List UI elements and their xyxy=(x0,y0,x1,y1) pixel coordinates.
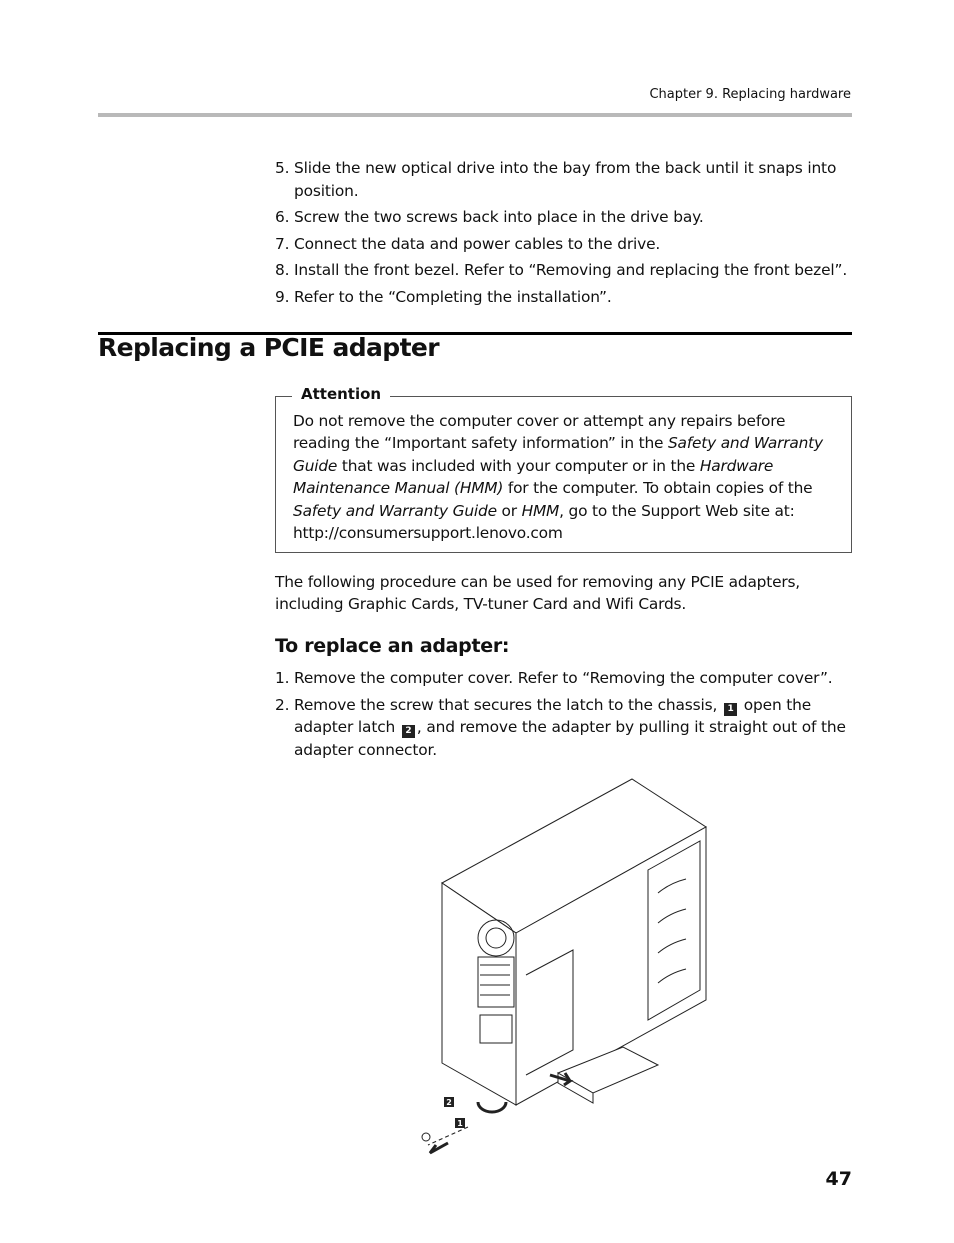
replace-steps-list xyxy=(275,667,860,761)
callout-1-badge: 1 xyxy=(724,703,737,716)
running-header: Chapter 9. Replacing hardware xyxy=(649,87,851,102)
step-text: Refer to the “Completing the installation”. xyxy=(294,287,612,306)
attention-text-part: that was included with your computer or in the xyxy=(337,456,700,475)
attention-italic: Safety and Warranty Guide xyxy=(293,501,497,520)
attention-text-part: for the computer. To obtain copies of the xyxy=(503,479,813,498)
attention-text-part: Do not remove the computer cover or attempt any repairs before reading the “Important safety information” in the xyxy=(293,412,786,453)
attention-text-part: , go to the Support Web site at: http://consumersupport.lenovo.com xyxy=(293,501,795,543)
attention-italic: Hardware Maintenance Manual (HMM) xyxy=(293,456,774,498)
step-number: 1. xyxy=(275,669,290,687)
list-item xyxy=(275,206,860,229)
step-text-part: Remove the screw that secures the latch to the chassis, xyxy=(294,695,722,714)
step-text-part: open the adapter latch xyxy=(294,695,812,736)
screw-path-line xyxy=(428,1127,468,1145)
computer-chassis-illustration xyxy=(408,775,720,1160)
step-text xyxy=(294,694,860,762)
section-title: Replacing a PCIE adapter xyxy=(98,333,440,362)
list-item xyxy=(275,286,860,309)
rotate-arrow-icon xyxy=(478,1102,506,1112)
step-text: Screw the two screws back into place in the drive bay. xyxy=(294,208,704,226)
list-item xyxy=(275,233,860,256)
callout-1-label: 1 xyxy=(457,1119,463,1128)
step-number: 2. xyxy=(275,695,290,714)
attention-label: Attention xyxy=(292,385,390,403)
attention-text-part: or xyxy=(496,501,522,520)
step-number: 7. xyxy=(275,234,290,253)
list-item xyxy=(275,157,860,202)
step-text-part: , and remove the adapter by pulling it straight out of the adapter connector. xyxy=(294,718,846,759)
callout-2-badge: 2 xyxy=(402,725,415,738)
step-number: 5. xyxy=(275,159,290,177)
figure-callout-1 xyxy=(455,1118,465,1128)
attention-italic: HMM xyxy=(521,501,560,520)
figure-callout-2 xyxy=(444,1097,454,1107)
page-number: 47 xyxy=(825,1168,852,1190)
step-text: Slide the new optical drive into the bay from the back until it snaps into position. xyxy=(294,159,837,200)
header-rule xyxy=(98,113,852,117)
step-number: 9. xyxy=(275,287,290,306)
step-number: 8. xyxy=(275,261,290,279)
list-item xyxy=(275,694,860,762)
subheading: To replace an adapter: xyxy=(275,635,510,657)
drive-cage xyxy=(648,841,700,1020)
screw-icon xyxy=(422,1133,430,1141)
list-item xyxy=(275,259,860,282)
list-item xyxy=(275,667,860,690)
attention-text xyxy=(293,410,841,544)
step-text: Install the front bezel. Refer to “Removing and replacing the front bezel”. xyxy=(294,261,848,279)
callout-2-label: 2 xyxy=(446,1098,452,1107)
step-number: 6. xyxy=(275,208,290,226)
step-text: Remove the computer cover. Refer to “Removing the computer cover”. xyxy=(294,669,833,687)
install-steps-list xyxy=(275,157,860,308)
step-text: Connect the data and power cables to the drive. xyxy=(294,234,661,253)
intro-paragraph: The following procedure can be used for removing any PCIE adapters, including Graphic Cards, TV-tuner Card and Wifi Cards. xyxy=(275,573,800,614)
arrow-icon xyxy=(430,1143,448,1153)
attention-italic: Safety and Warranty Guide xyxy=(293,434,823,475)
